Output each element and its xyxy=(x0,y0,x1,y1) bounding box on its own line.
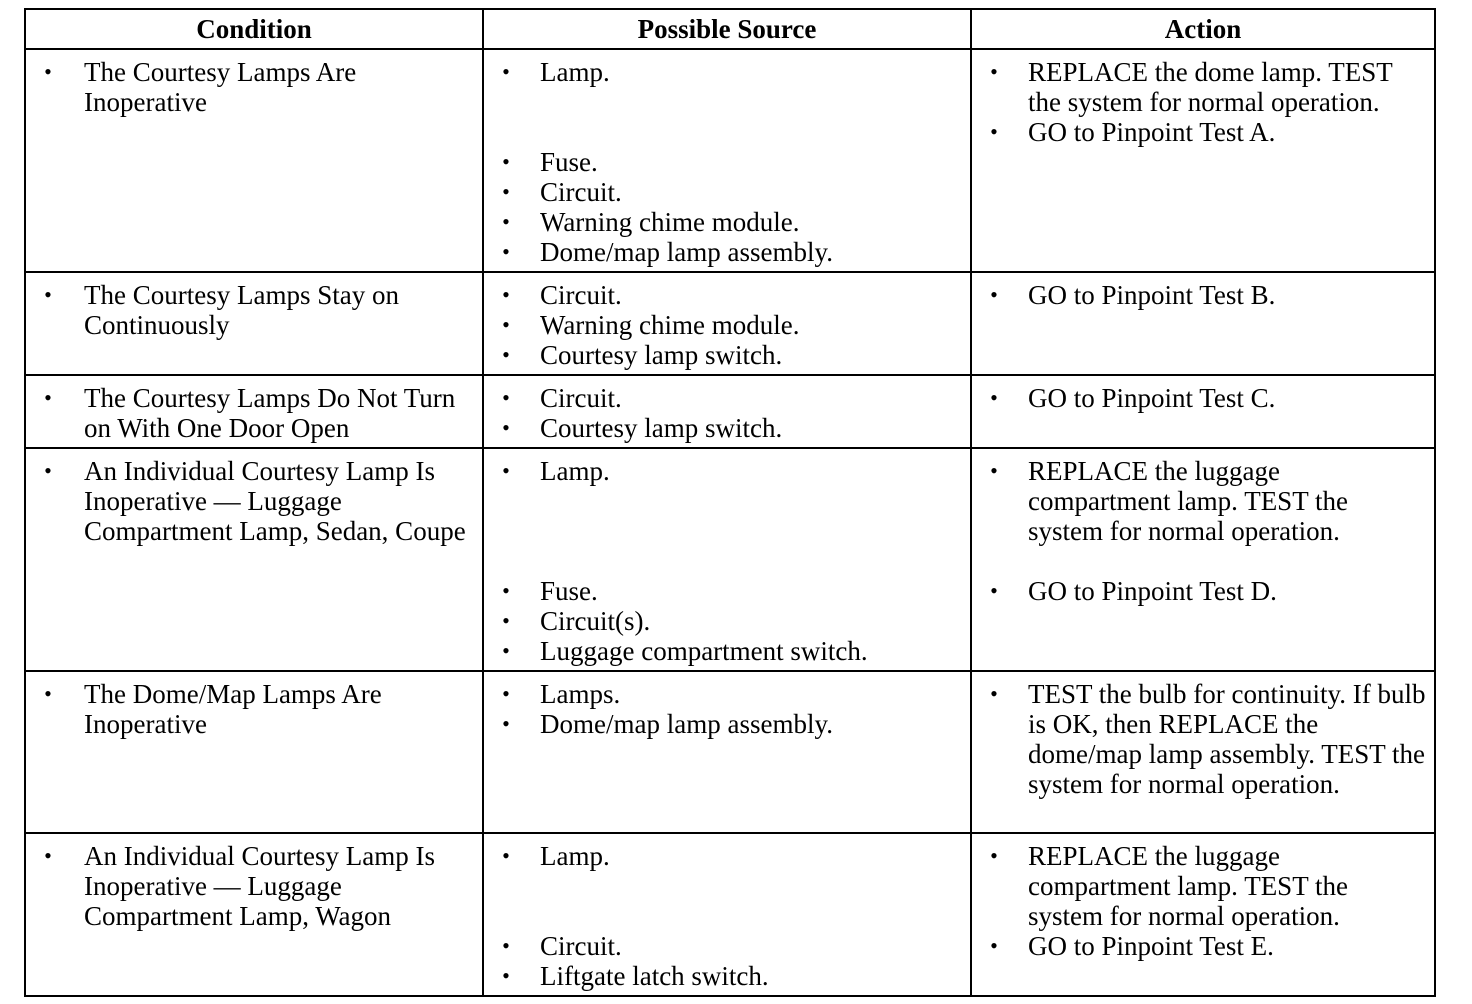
list-item: • Circuit. xyxy=(484,383,970,413)
bullet-icon: • xyxy=(502,963,510,988)
table-row xyxy=(25,272,1435,375)
bullet-icon: • xyxy=(44,681,52,706)
source-cell xyxy=(483,375,971,448)
table-row xyxy=(25,448,1435,671)
list-item: • Luggage compartment switch. xyxy=(484,636,970,666)
condition-cell xyxy=(25,671,483,833)
list-item: • Courtesy lamp switch. xyxy=(484,340,970,370)
bullet-icon: • xyxy=(990,59,998,84)
condition-cell xyxy=(25,49,483,272)
list-item: • GO to Pinpoint Test E. xyxy=(972,931,1434,961)
bullet-icon: • xyxy=(990,681,998,706)
bullet-icon: • xyxy=(502,415,510,440)
list-item: • Courtesy lamp switch. xyxy=(484,413,970,443)
bullet-icon: • xyxy=(990,933,998,958)
list-item: • GO to Pinpoint Test D. xyxy=(972,576,1434,606)
header-possible-source: Possible Source xyxy=(483,9,971,49)
list-item: • Lamp. xyxy=(484,841,970,871)
table-row xyxy=(25,833,1435,996)
bullet-icon: • xyxy=(502,933,510,958)
source-cell xyxy=(483,671,971,833)
bullet-icon: • xyxy=(44,458,52,483)
bullet-icon: • xyxy=(502,59,510,84)
header-action: Action xyxy=(971,9,1435,49)
list-item: • Warning chime module. xyxy=(484,207,970,237)
bullet-icon: • xyxy=(502,711,510,736)
list-item: • Lamp. xyxy=(484,57,970,87)
list-item: • Circuit. xyxy=(484,931,970,961)
bullet-icon: • xyxy=(502,385,510,410)
list-item: • The Dome/Map Lamps Are Inoperative xyxy=(26,679,482,739)
bullet-icon: • xyxy=(502,681,510,706)
bullet-icon: • xyxy=(44,282,52,307)
bullet-icon: • xyxy=(502,608,510,633)
bullet-icon: • xyxy=(502,312,510,337)
action-cell xyxy=(971,833,1435,996)
list-item: • Circuit. xyxy=(484,280,970,310)
bullet-icon: • xyxy=(44,385,52,410)
list-item: • TEST the bulb for continuity. If bulb is OK, then REPLACE the dome/map lamp assembly. TEST the system for normal operation. xyxy=(972,679,1434,799)
list-item: • Dome/map lamp assembly. xyxy=(484,237,970,267)
bullet-icon: • xyxy=(990,843,998,868)
list-item: • The Courtesy Lamps Stay on Continuously xyxy=(26,280,482,340)
condition-cell xyxy=(25,833,483,996)
list-item: • Warning chime module. xyxy=(484,310,970,340)
list-item: • Liftgate latch switch. xyxy=(484,961,970,991)
source-cell xyxy=(483,833,971,996)
list-item: • Circuit. xyxy=(484,177,970,207)
table-row xyxy=(25,49,1435,272)
list-item: • Lamps. xyxy=(484,679,970,709)
bullet-icon: • xyxy=(502,282,510,307)
diagnosis-table xyxy=(24,8,1436,997)
list-item: • Lamp. xyxy=(484,456,970,486)
table-row xyxy=(25,375,1435,448)
list-item: • Fuse. xyxy=(484,147,970,177)
condition-cell xyxy=(25,448,483,671)
bullet-icon: • xyxy=(502,342,510,367)
bullet-icon: • xyxy=(502,578,510,603)
source-cell xyxy=(483,49,971,272)
header-condition: Condition xyxy=(25,9,483,49)
list-item: • Circuit(s). xyxy=(484,606,970,636)
list-item: • An Individual Courtesy Lamp Is Inoperative — Luggage Compartment Lamp, Sedan, Coupe xyxy=(26,456,482,546)
bullet-icon: • xyxy=(502,209,510,234)
bullet-icon: • xyxy=(502,239,510,264)
list-item: • An Individual Courtesy Lamp Is Inoperative — Luggage Compartment Lamp, Wagon xyxy=(26,841,482,931)
bullet-icon: • xyxy=(990,385,998,410)
bullet-icon: • xyxy=(990,458,998,483)
bullet-icon: • xyxy=(44,843,52,868)
list-item: • REPLACE the dome lamp. TEST the system for normal operation. xyxy=(972,57,1434,117)
bullet-icon: • xyxy=(990,282,998,307)
bullet-icon: • xyxy=(502,638,510,663)
header-row xyxy=(25,9,1435,49)
bullet-icon: • xyxy=(990,578,998,603)
list-item: • The Courtesy Lamps Are Inoperative xyxy=(26,57,482,117)
action-cell xyxy=(971,448,1435,671)
bullet-icon: • xyxy=(502,458,510,483)
list-item: • GO to Pinpoint Test A. xyxy=(972,117,1434,147)
list-item: • GO to Pinpoint Test B. xyxy=(972,280,1434,310)
list-item: • REPLACE the luggage compartment lamp. TEST the system for normal operation. xyxy=(972,456,1434,546)
action-cell xyxy=(971,375,1435,448)
table-row xyxy=(25,671,1435,833)
list-item: • GO to Pinpoint Test C. xyxy=(972,383,1434,413)
list-item: • The Courtesy Lamps Do Not Turn on With One Door Open xyxy=(26,383,482,443)
bullet-icon: • xyxy=(502,149,510,174)
condition-cell xyxy=(25,272,483,375)
bullet-icon: • xyxy=(44,59,52,84)
action-cell xyxy=(971,49,1435,272)
list-item: • Dome/map lamp assembly. xyxy=(484,709,970,739)
bullet-icon: • xyxy=(502,843,510,868)
condition-cell xyxy=(25,375,483,448)
source-cell xyxy=(483,448,971,671)
list-item: • Fuse. xyxy=(484,576,970,606)
bullet-icon: • xyxy=(990,119,998,144)
bullet-icon: • xyxy=(502,179,510,204)
action-cell xyxy=(971,671,1435,833)
list-item: • REPLACE the luggage compartment lamp. TEST the system for normal operation. xyxy=(972,841,1434,931)
action-cell xyxy=(971,272,1435,375)
source-cell xyxy=(483,272,971,375)
